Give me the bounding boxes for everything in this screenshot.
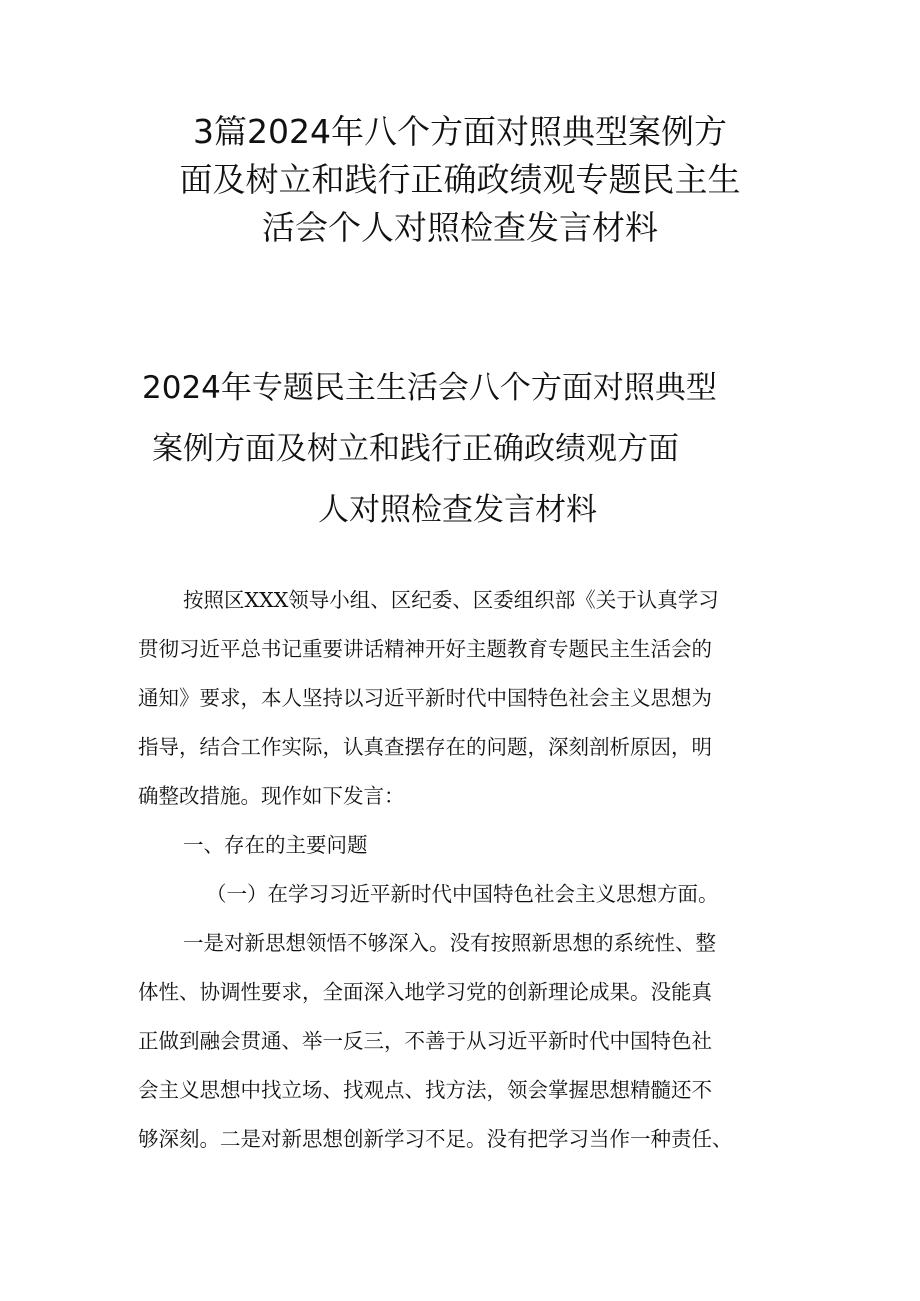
title-line: 活会个人对照检查发言材料 [262, 208, 658, 247]
text-line: 正做到融会贯通、举一反三，不善于从习近平新时代中国特色社 [138, 1029, 712, 1053]
document-title [120, 108, 800, 252]
text-line: 够深刻。二是对新思想创新学习不足。没有把学习当作一种责任、 [138, 1127, 733, 1151]
text-line: 会主义思想中找立场、找观点、找方法，领会掌握思想精髓还不 [138, 1078, 712, 1102]
paragraph-intro [138, 576, 798, 821]
text-line: 贯彻习近平总书记重要讲话精神开好主题教育专题民主生活会的 [138, 637, 712, 661]
title-line: 面及树立和践行正确政绩观专题民主生 [179, 160, 741, 199]
text-line: 一是对新思想领悟不够深入。没有按照新思想的系统性、整 [183, 931, 716, 955]
article-title [120, 358, 800, 541]
article-title-line: 案例方面及树立和践行正确政绩观方面 [152, 431, 679, 467]
text-line: 按照区XXX领导小组、区纪委、区委组织部《关于认真学习 [183, 588, 719, 612]
paragraph-problems [138, 919, 798, 1164]
section-heading: 一、存在的主要问题 [183, 833, 368, 857]
document-body [138, 576, 798, 1164]
title-line: 3篇2024年八个方面对照典型案例方 [193, 112, 727, 151]
text-line: 通知》要求，本人坚持以习近平新时代中国特色社会主义思想为 [138, 686, 712, 710]
text-line: 体性、协调性要求，全面深入地学习党的创新理论成果。没能真 [138, 980, 712, 1004]
article-title-line: 2024年专题民主生活会八个方面对照典型 [142, 370, 717, 406]
article-title-line: 人对照检查发言材料 [318, 492, 597, 528]
text-line: 指导，结合工作实际，认真查摆存在的问题，深刻剖析原因，明 [138, 735, 712, 759]
subsection-heading: （一）在学习习近平新时代中国特色社会主义思想方面。 [206, 882, 719, 906]
text-line: 确整改措施。现作如下发言： [138, 784, 405, 808]
